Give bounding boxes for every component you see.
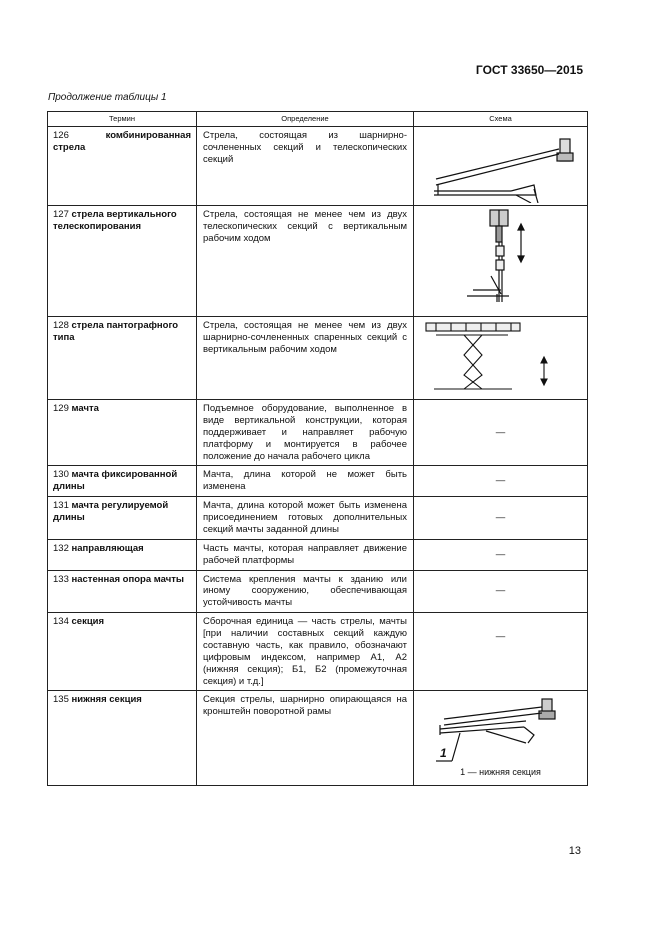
table-row [48,570,588,613]
term-name: стрела вертикального телескопирования [53,209,177,232]
scheme-dash: — [495,475,506,487]
scheme-dash: — [495,585,506,597]
scheme-dash: — [495,548,506,560]
pantograph-boom-diagram [414,317,588,400]
term-number: 126 [53,130,69,141]
term-name: стрела пантографного типа [53,320,179,343]
page-number: 13 [568,845,581,857]
table-row [48,539,588,570]
table-row [48,497,588,540]
scheme-cell [414,539,588,570]
scheme-cell [414,400,588,466]
term-name: настенная опора мачты [71,573,184,585]
definition-cell: Часть мачты, которая направляет движение рабочей платформы [197,539,414,570]
vertical-telescopic-boom-diagram [414,206,588,317]
table-continuation-label: Продолжение таблицы 1 [48,92,167,103]
term-number: 127 [53,209,69,220]
term-cell [48,613,197,691]
table-row [48,466,588,497]
term-name: мачта [71,403,99,414]
document-code: ГОСТ 33650—2015 [475,63,583,77]
definition-cell: Стрела, состоящая не менее чем из двух шарнирно-сочлененных спаренных секций с вертикальным рабочим ходом [197,317,414,400]
term-name: секция [71,616,105,628]
term-name: комбинированная стрела [53,130,191,153]
definition-cell: Мачта, длина которой не может быть изменена [197,466,414,497]
scheme-cell [414,570,588,613]
lower-section-graphic [416,691,586,765]
vertical-telescopic-boom-graphic [461,206,541,311]
term-name: мачта регулируемой длины [53,500,169,523]
terms-table [47,111,588,786]
scheme-cell [414,466,588,497]
definition-cell: Система крепления мачты к зданию или иному сооружению, обеспечивающая устойчивость мачты [197,570,414,613]
term-number: 135 [53,694,69,706]
combined-boom-diagram [414,127,588,206]
pantograph-boom-graphic [416,317,586,397]
table-row [48,206,588,317]
table-row [48,400,588,466]
term-cell [48,127,197,206]
table-header-row [48,112,588,127]
term-cell [48,466,197,497]
term-number: 128 [53,320,69,331]
scheme-cell [414,497,588,540]
scheme-dash: — [495,512,506,523]
table-row [48,127,588,206]
term-name: нижняя секция [71,694,142,706]
term-cell [48,539,197,570]
combined-boom-diagram-graphic [416,127,586,203]
definition-cell: Стрела, состоящая не менее чем из двух телескопических секций с вертикальным рабочим ходом [197,206,414,317]
scheme-caption: 1 — нижняя секция [460,767,541,778]
term-number: 132 [53,542,69,554]
term-cell [48,691,197,786]
definition-cell: Подъемное оборудование, выполненное в виде вертикальной конструкции, которая поддерживает и направляет рабочую платформу и монтируется в рабочее положение до начала рабочего цикла [197,400,414,466]
callout-number: 1 [439,746,447,761]
table-row [48,613,588,691]
term-name: мачта фиксированной длины [53,469,178,493]
term-cell [48,206,197,317]
term-number: 133 [53,573,69,585]
column-header-definition: Определение [197,112,414,127]
scheme-dash: — [495,631,506,643]
column-header-term: Термин [48,112,197,127]
column-header-scheme: Схема [414,112,588,127]
definition-cell: Стрела, состоящая из шарнирно-сочлененных секций и телескопических секций [197,127,414,206]
term-cell [48,400,197,466]
definition-cell: Секция стрелы, шарнирно опирающаяся на кронштейн поворотной рамы [197,691,414,786]
term-number: 130 [53,469,69,481]
term-cell [48,497,197,540]
definition-cell: Мачта, длина которой может быть изменена присоединением готовых дополнительных секций мачты заданной длины [197,497,414,540]
scheme-cell [414,613,588,691]
term-number: 131 [53,500,69,512]
term-number: 134 [53,616,69,628]
term-number: 129 [53,403,69,414]
lower-section-diagram [414,691,588,786]
term-name: направляющая [71,542,144,554]
table-row [48,317,588,400]
term-cell [48,317,197,400]
table-row [48,691,588,786]
term-cell [48,570,197,613]
scheme-dash: — [495,426,506,438]
definition-cell: Сборочная единица — часть стрелы, мачты [при наличии составных секций каждую составную часть, как правило, обозначают цифровым индексом, например А1, А2 (нижняя секция); Б1, Б2 (промежуточная секция) и т.д.] [197,613,414,691]
